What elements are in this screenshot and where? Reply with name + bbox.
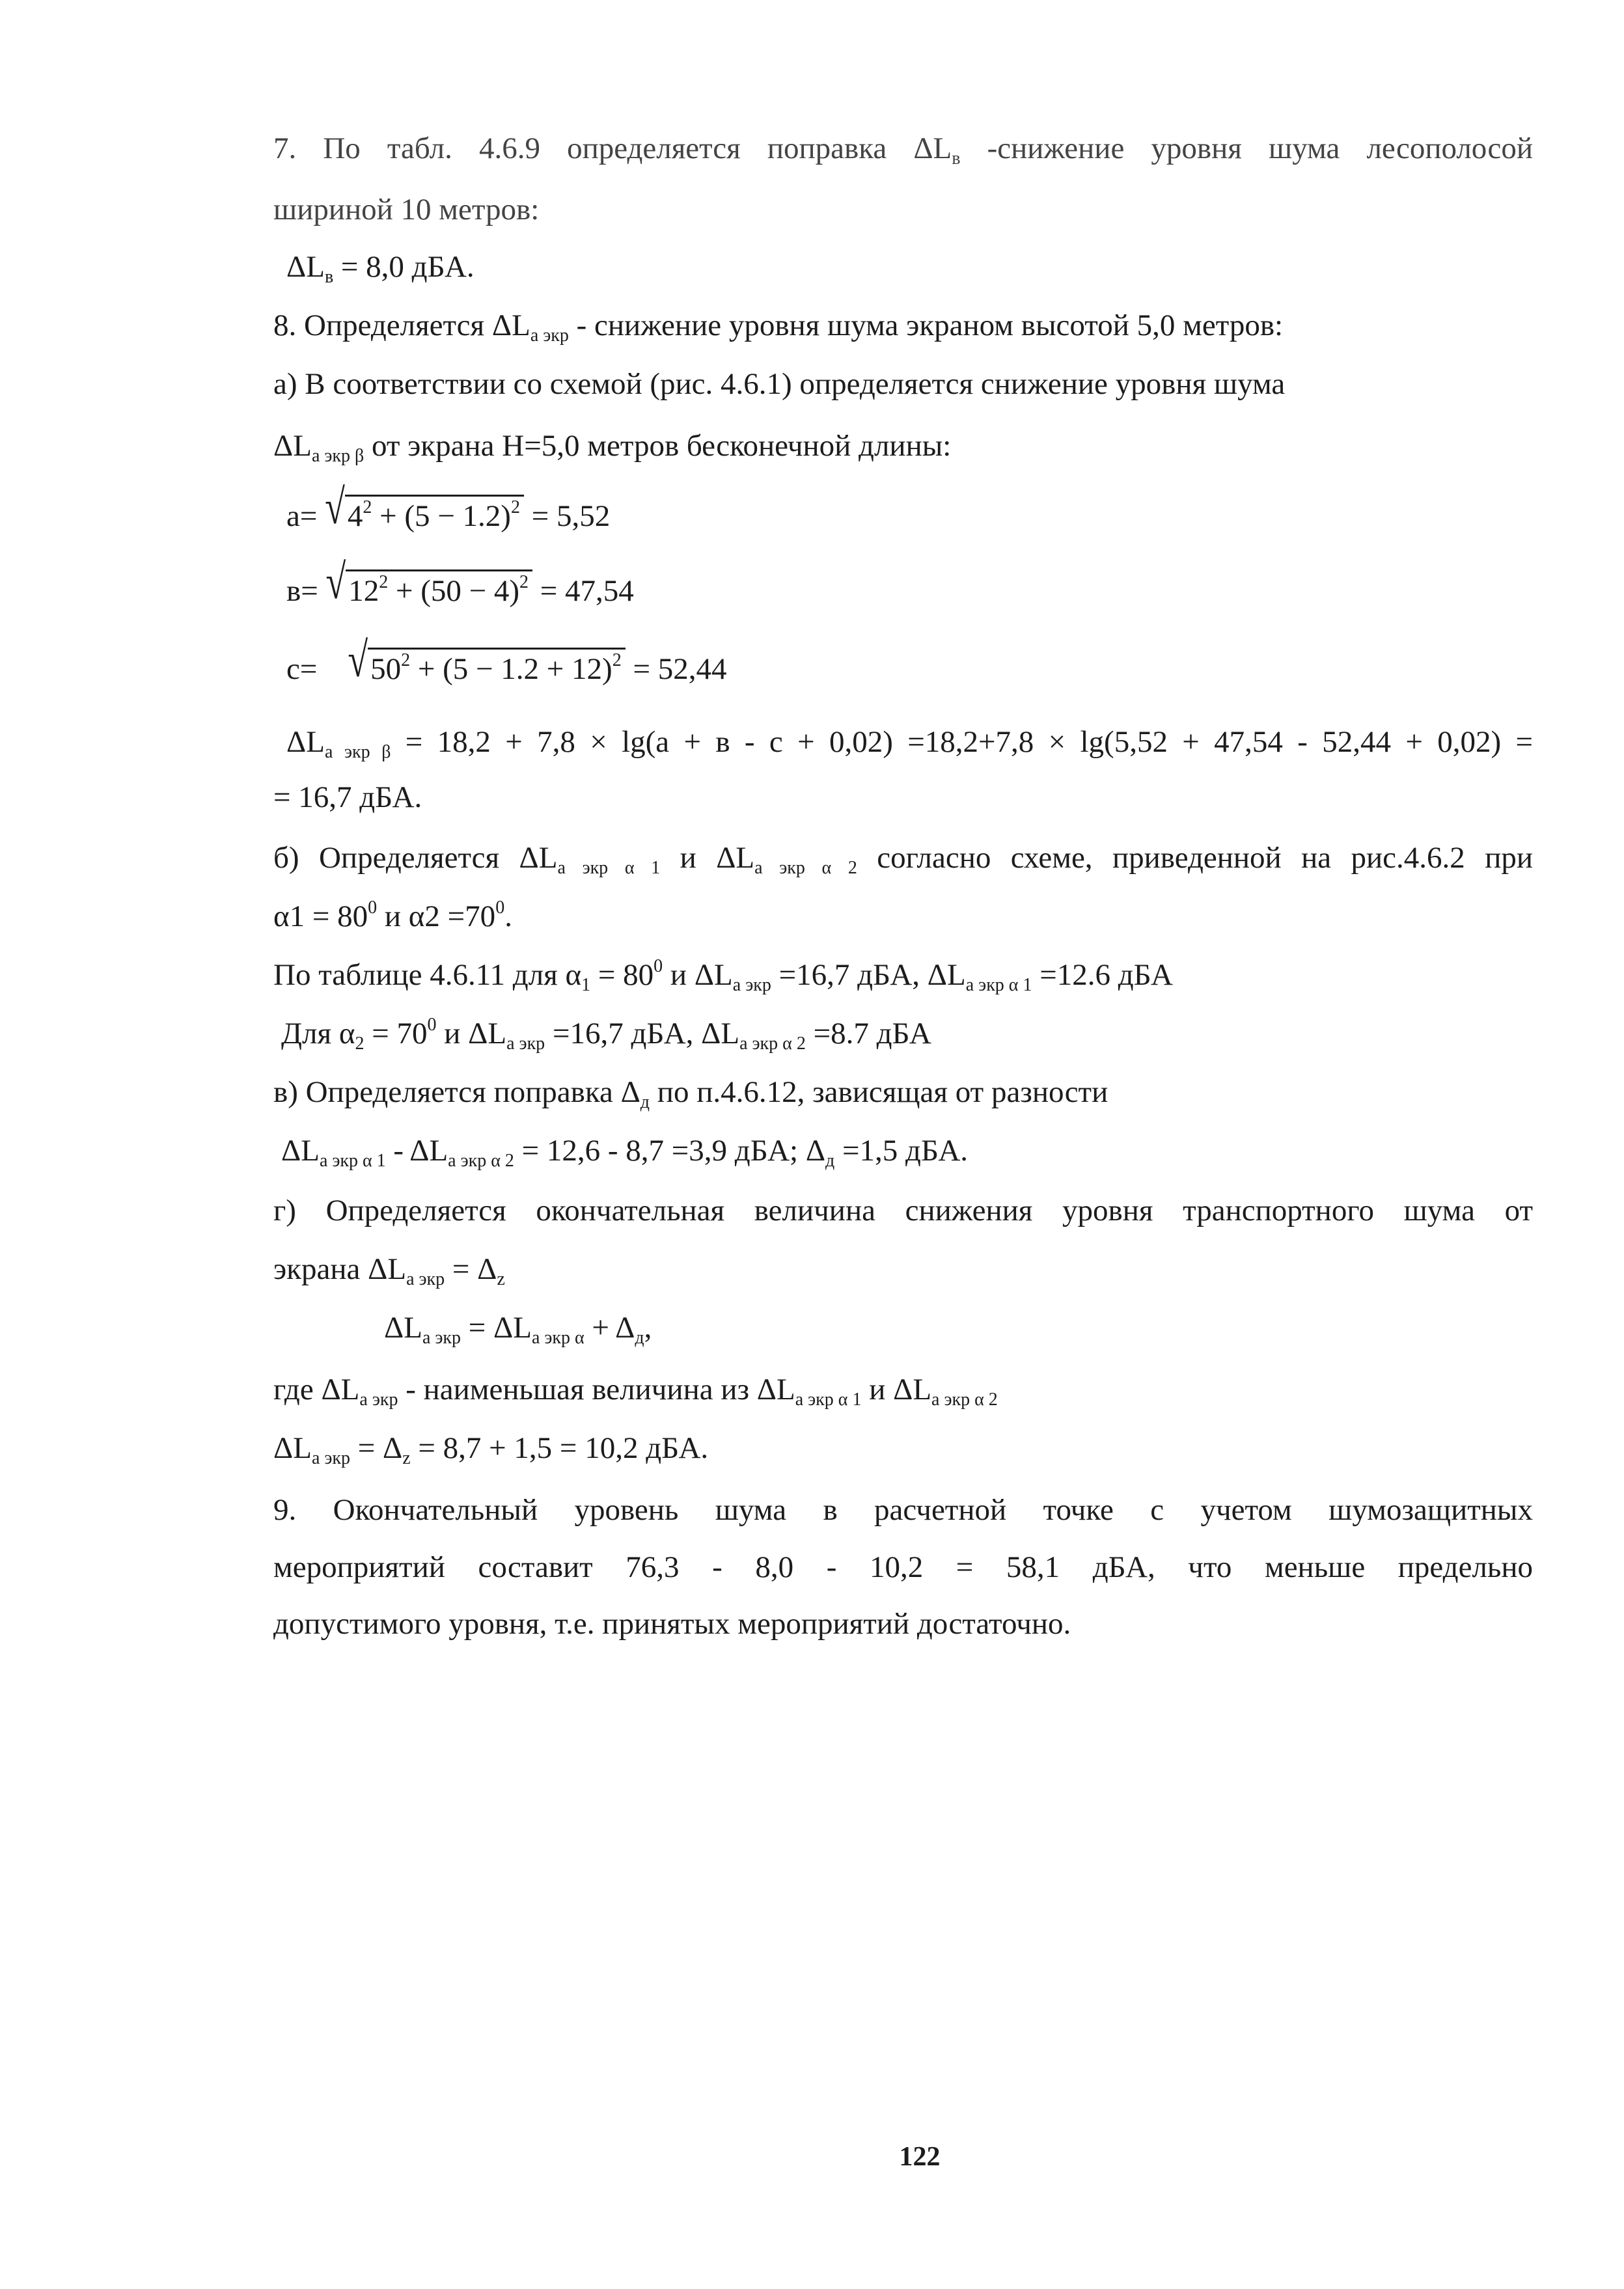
item-v-difference: ΔLa экр α 1 - ΔLa экр α 2 = 12,6 - 8,7 =3,9 дБА; Δд =1,5 дБА. [281, 1134, 969, 1171]
paragraph-8-heading: 8. Определяется ΔLa экр - снижение уровня шума экраном высотой 5,0 метров: [273, 308, 1284, 346]
sqrt-icon: √ [348, 633, 368, 688]
table-lookup-alpha2: Для $\alpha 2 = 70^0$ и ΔLa экр =16,7 дБА, ΔLa экр α 2 =8.7 дБА [281, 1015, 931, 1054]
formula-delta-l-v: ΔLв = 8,0 дБА. [286, 250, 475, 287]
paragraph-7-line-2: шириной 10 метров: [273, 193, 540, 226]
formula-delta-l-beta-result: = 16,7 дБА. [273, 780, 422, 814]
formula-v: $в= √12^2 + (50 - 4)^2 = 47,54$ [286, 555, 634, 610]
formula-delta-l-final: ΔLa экр = Δz = 8,7 + 1,5 = 10,2 дБА. [273, 1431, 709, 1468]
item-b-line-1: б) Определяется ΔLa экр α 1 и ΔLa экр α 2 согласно схеме, приведенной на рис.4.6.2 при [273, 841, 1534, 878]
sqrt-icon: √ [325, 480, 345, 535]
item-b-line-2: $\alpha 1 = 80^0$ и $\alpha 2 =70^0$. [273, 898, 512, 933]
item-g-line-1: г) Определяется окончательная величина снижения уровня транспортного шума от [273, 1194, 1533, 1227]
item-g-line-2: экрана ΔLa экр = Δz [273, 1252, 505, 1289]
sqrt-icon: √ [325, 555, 346, 610]
item-a-line-2: ΔLa экр β от экрана H=5,0 метров бесконечной длины: [273, 429, 952, 466]
paragraph-9-line-3: допустимого уровня, т.е. принятых мероприятий достаточно. [273, 1607, 1071, 1641]
item-v-line-1: в) Определяется поправка Δд по п.4.6.12, зависящая от разности [273, 1075, 1108, 1112]
table-lookup-alpha1: По таблице 4.6.11 для $\alpha 1 = 80^0$ и ΔLa экр =16,7 дБА, ΔLa экр α 1 =12.6 дБА [273, 956, 1173, 995]
item-a-line-1: а) В соответствии со схемой (рис. 4.6.1) определяется снижение уровня шума [273, 367, 1286, 401]
formula-a: $а= √4^2 + (5 - 1.2)^2 = 5,52$ [286, 480, 611, 535]
formula-c: с= $√50^2 + (5 - 1.2 + 12)^2 = 52,44$ [286, 633, 727, 688]
paragraph-9-line-2: мероприятий составит 76,3 - 8,0 - 10,2 = 58,1 дБА, что меньше предельно [273, 1550, 1533, 1584]
paragraph-9-line-1: 9. Окончательный уровень шума в расчетной точке с учетом шумозащитных [273, 1493, 1533, 1527]
paragraph-7-line-1: 7. По табл. 4.6.9 определяется поправка ΔLв -снижение уровня шума лесополосой [273, 131, 1533, 169]
formula-delta-l-screen: ΔLa экр = ΔLa экр α + Δд, [384, 1311, 652, 1348]
page-number: 122 [899, 2142, 941, 2172]
where-clause: где ΔLa экр - наименьшая величина из ΔLa экр α 1 и ΔLa экр α 2 [273, 1373, 998, 1410]
formula-delta-l-beta: ΔLa экр β = 18,2 + 7,8 × lg(a + в - c + 0,02) =18,2+7,8 × lg(5,52 + 47,54 - 52,44 + 0,02) = [286, 725, 1534, 762]
